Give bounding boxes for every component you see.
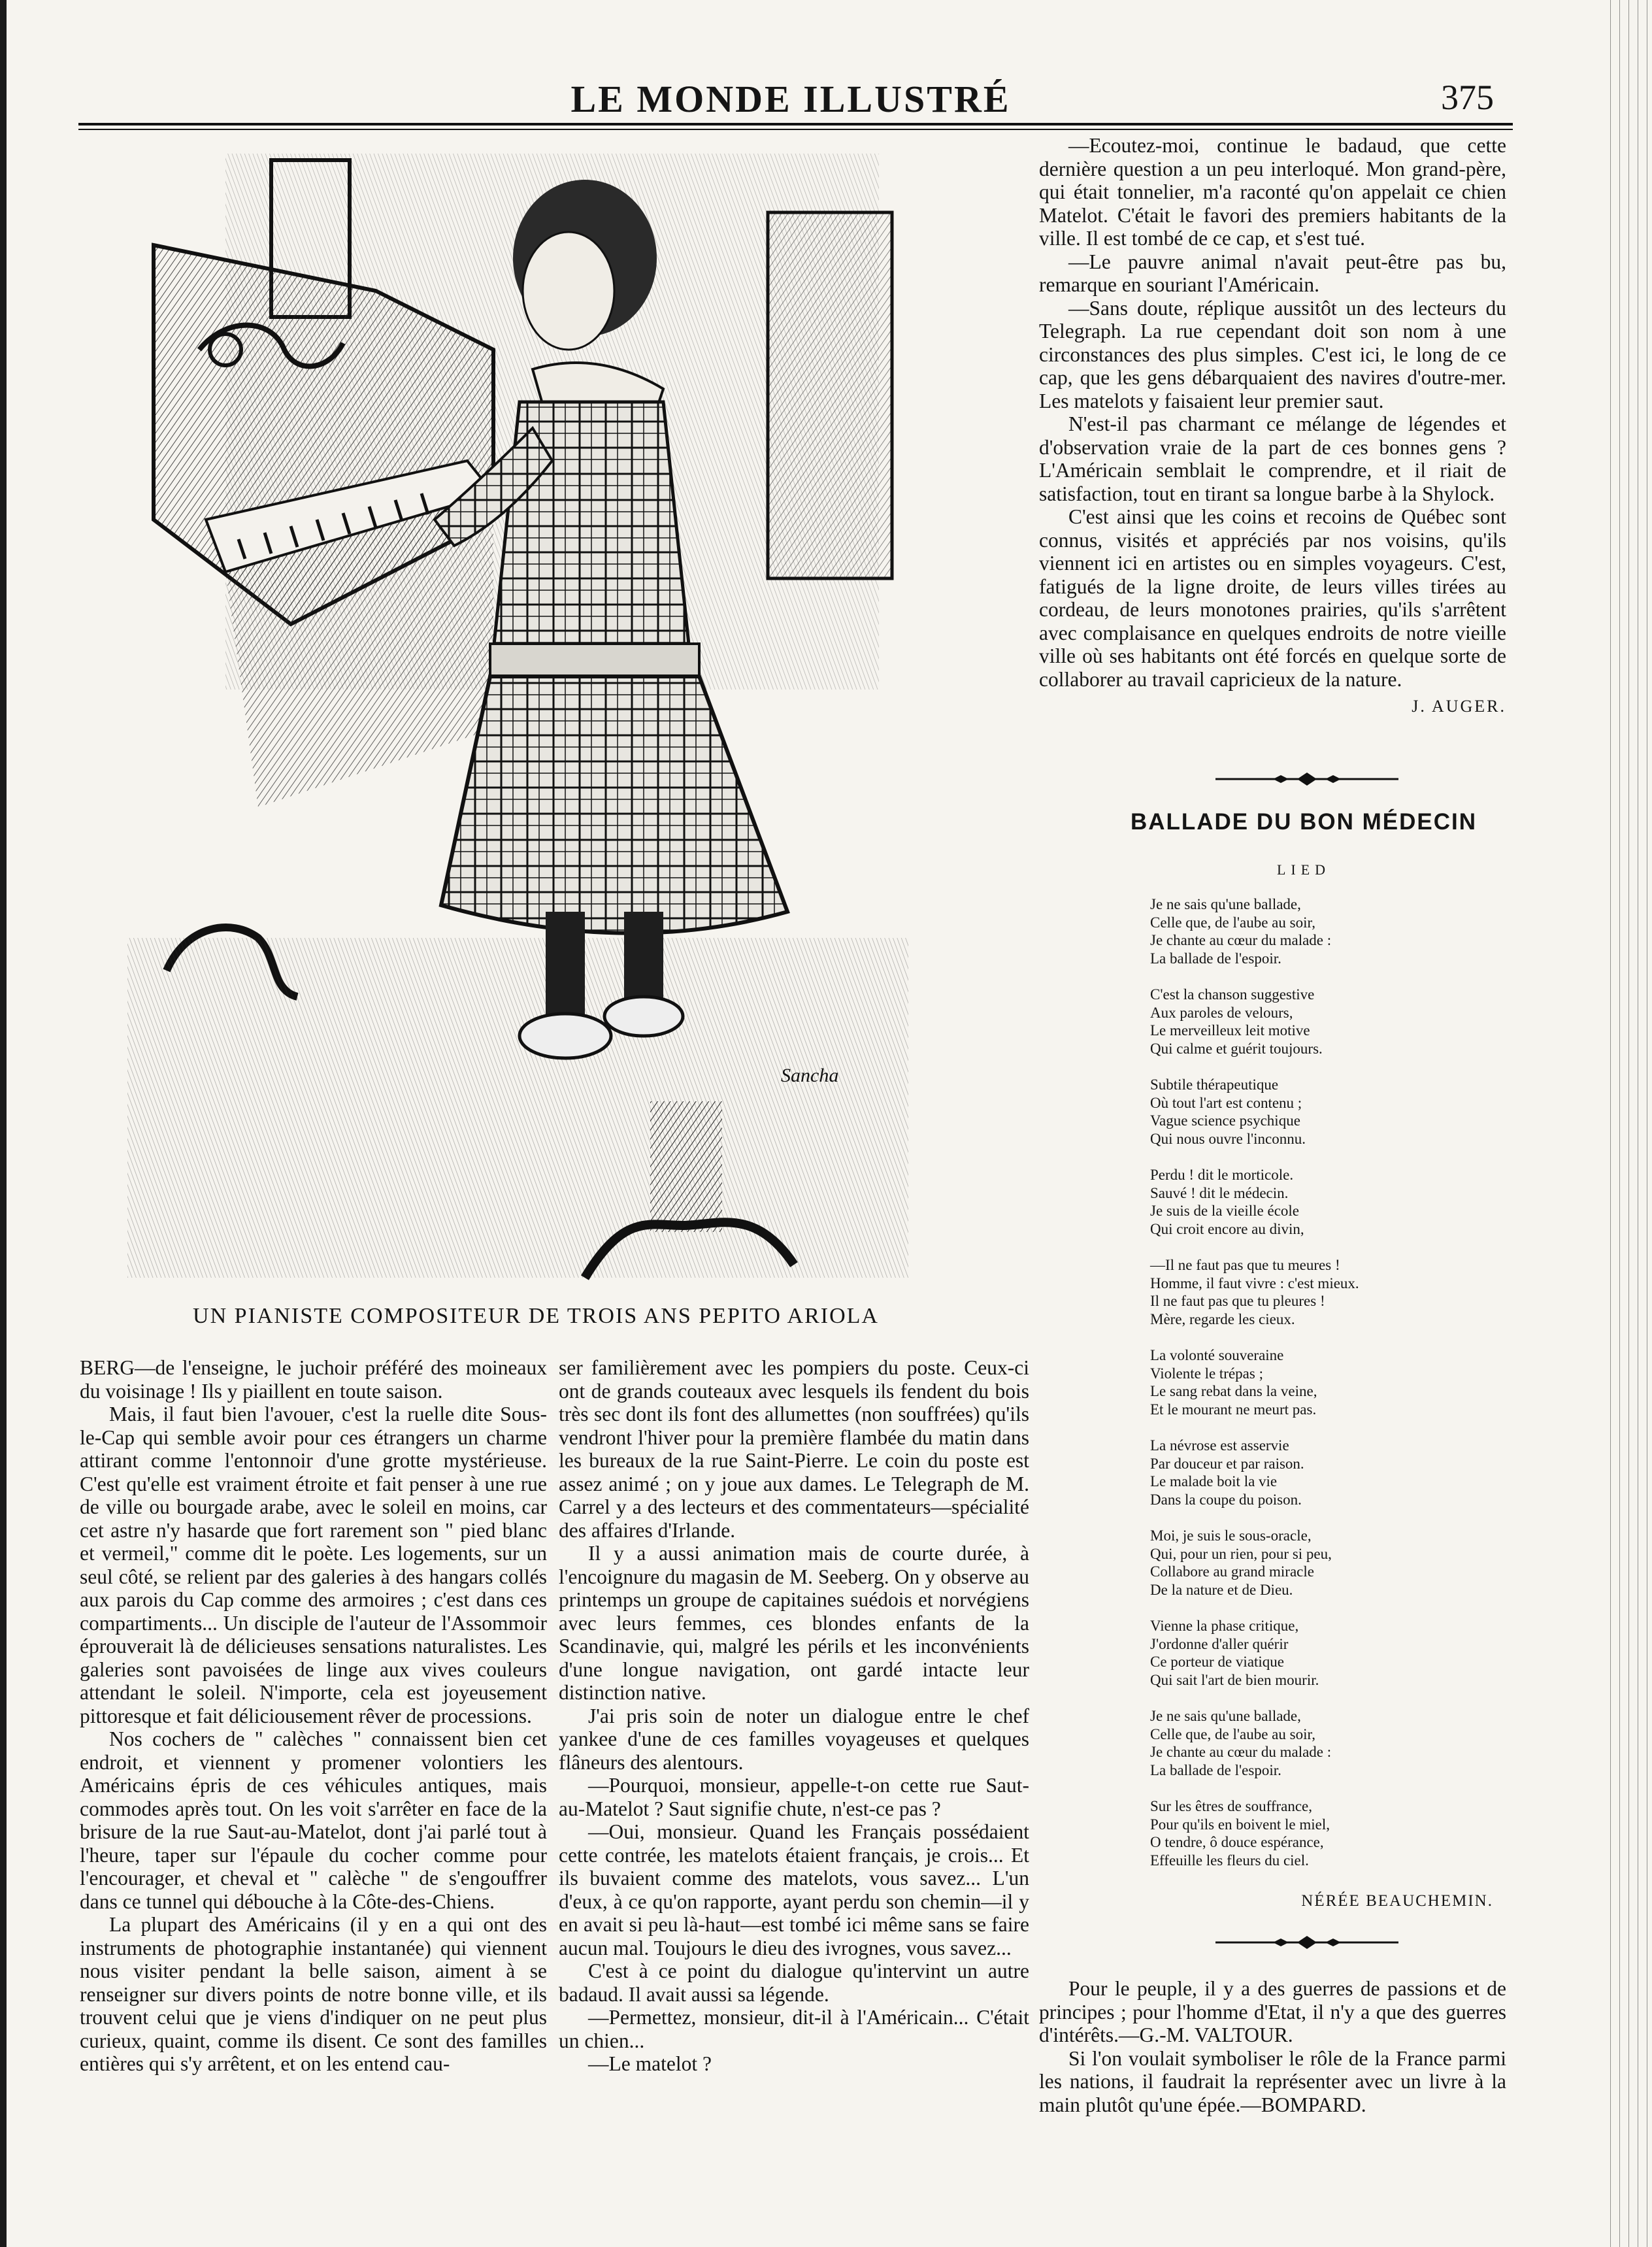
poem-line: Le malade boit la vie — [1150, 1473, 1278, 1490]
poem-line: La volonté souveraine — [1150, 1347, 1284, 1363]
poem-line: Où tout l'art est contenu ; — [1150, 1094, 1302, 1111]
poem-line: Qui, pour un rien, pour si peu, — [1150, 1545, 1332, 1562]
poem-stanza — [1150, 1256, 1542, 1328]
poem-line: Je suis de la vieille école — [1150, 1203, 1300, 1219]
poem-stanza — [1150, 1437, 1542, 1508]
poem-line: La névrose est asservie — [1150, 1437, 1289, 1454]
paragraph: —Le pauvre animal n'avait peut-être pas bu, remarque en souriant l'Américain. — [1039, 250, 1506, 296]
poem-line: Homme, il faut vivre : c'est mieux. — [1150, 1274, 1359, 1291]
article-signature: J. AUGER. — [1412, 697, 1506, 716]
illustration-child-at-piano — [127, 154, 908, 1284]
left-column — [80, 1356, 547, 2076]
poem-line: Le sang rebat dans la veine, — [1150, 1383, 1317, 1399]
illustration-caption: UN PIANISTE COMPOSITEUR DE TROIS ANS PEPITO ARIOLA — [193, 1304, 879, 1328]
poem-line: Sur les êtres de souffrance, — [1150, 1798, 1313, 1814]
poem-stanza — [1150, 1617, 1542, 1689]
poem-line: Effeuille les fleurs du ciel. — [1150, 1852, 1309, 1869]
poem-line: Violente le trépas ; — [1150, 1365, 1263, 1382]
paragraph: La plupart des Américains (il y en a qui ont des instruments de photographie instantanée) qui viennent nous visiter pendant la belle saison, aiment à se renseigner sur divers points de notre bonne ville, et ils trouvent celui que je viens d'indiquer on ne peut plus curieux, quaint, comme ils disent. Ce sont des familles entières qui s'y arrêtent, et on les entend cau- — [80, 1913, 547, 2075]
paragraph: —Oui, monsieur. Quand les Français possédaient cette contrée, les matelots étaient français, je crois... Et ils buvaient comme des matelots, vous savez... L'un d'eux, à ce qu'on rapporte, ayant perdu son chemin—il y en avait si peu là-haut—est tombé ici même sans se faire aucun mal. Toujours le dieu des ivrognes, vous savez... — [559, 1820, 1029, 1959]
paragraph: —Permettez, monsieur, dit-il à l'Américain... C'était un chien... — [559, 2006, 1029, 2052]
paragraph: Il y a aussi animation mais de courte durée, à l'encoignure du magasin de M. Seeberg. On y observe au printemps un groupe de capitaines suédois et norvégiens avec leurs femmes, ces blondes enfants de la Scandinavie, qui, malgré les périls et les inconvénients d'une longue navigation, ont gardé intacte leur distinction native. — [559, 1542, 1029, 1704]
header-rule-thin — [78, 129, 1513, 130]
paragraph: BERG—de l'enseigne, le juchoir préféré des moineaux du voisinage ! Ils y piaillent en toute saison. — [80, 1356, 547, 1403]
poem-line: Pour qu'ils en boivent le miel, — [1150, 1816, 1330, 1833]
poem-line: Par douceur et par raison. — [1150, 1455, 1304, 1472]
poem-line: Vienne la phase critique, — [1150, 1618, 1299, 1634]
poem-line: Collabore au grand miracle — [1150, 1563, 1314, 1580]
right-column — [1039, 134, 1506, 718]
poem-line: Sauvé ! dit le médecin. — [1150, 1184, 1289, 1201]
poem-stanza — [1150, 1797, 1542, 1869]
middle-column — [559, 1356, 1029, 2076]
poem-line: Subtile thérapeutique — [1150, 1076, 1279, 1093]
poem-line: Je ne sais qu'une ballade, — [1150, 1708, 1301, 1724]
poem-author: NÉRÉE BEAUCHEMIN. — [1301, 1892, 1493, 1910]
paragraph: Mais, il faut bien l'avouer, c'est la ruelle dite Sous-le-Cap qui semble avoir pour ces étrangers un charme attirant comme l'entonnoir d'une grotte mystérieuse. C'est qu'elle est vraiment étroite et fait penser à une rue de ville ou bourgade arabe, avec le soleil en moins, car cet astre n'y hasarde que fort rarement son " pied blanc et vermeil," comme dit le poète. Les logements, sur un seul côté, se relient par des galeries à des hangars collés aux parois du Cap comme des armoires ; c'est dans ces compartiments... Un disciple de l'auteur de l'Assommoir éprouverait là de délicieuses sensations naturalistes. Les galeries sont pavoisées de linge aux vives couleurs attendant le soleil. N'importe, cela est joyeusement pittoresque et fait déliciousement rêver de processions. — [80, 1403, 547, 1727]
maxim: Pour le peuple, il y a des guerres de passions et de principes ; pour l'homme d'Etat, il n'y a que des guerres d'intérêts.—G.-M. VALTOUR. — [1039, 1977, 1506, 2046]
poem-stanza — [1150, 1166, 1542, 1238]
paragraph: —Sans doute, réplique aussitôt un des lecteurs du Telegraph. La rue cependant doit son nom à une circonstances des plus simples. C'est ici, le long de ce cap, que les gens débarquaient des navires d'outre-mer. Les matelots y faisaient leur premier saut. — [1039, 296, 1506, 412]
poem-stanza — [1150, 895, 1542, 967]
poem-line: Ce porteur de viatique — [1150, 1654, 1285, 1670]
page-number: 375 — [1441, 78, 1494, 117]
paragraph: Nos cochers de " calèches " connaissent bien cet endroit, et viennent y promener volontiers les Américains épris de ces véhicules antiques, mais commodes après tout. On les voit s'arrêter en face de la brisure de la rue Saut-au-Matelot, dont j'ai parlé tout à l'heure, taper sur l'épaule du cocher comme pour l'encourager, et cheval et " calèche " de s'engouffrer dans ce tunnel qui débouche à la Côte-des-Chiens. — [80, 1727, 547, 1913]
poem-line: —Il ne faut pas que tu meures ! — [1150, 1257, 1340, 1273]
poem-line: O tendre, ô douce espérance, — [1150, 1834, 1324, 1850]
poem-line: Perdu ! dit le morticole. — [1150, 1167, 1294, 1183]
poem-body — [1150, 895, 1542, 1888]
poem-line: Qui croit encore au divin, — [1150, 1220, 1304, 1237]
maxim: Si l'on voulait symboliser le rôle de la France parmi les nations, il faudrait la représenter avec un livre à la main plutôt qu'une épée.—BOMPARD. — [1039, 2046, 1506, 2116]
poem-line: Je chante au cœur du malade : — [1150, 932, 1332, 948]
poem-stanza — [1150, 1707, 1542, 1779]
poem-line: C'est la chanson suggestive — [1150, 986, 1315, 1003]
paragraph: —Ecoutez-moi, continue le badaud, que cette dernière question a un peu interloqué. Mon grand-père, qui était tonnelier, m'a raconté qu'on appelait ce chien Matelot. C'était le favori des premiers habitants de la ville. Il est tombé de ce cap, et s'est tué. — [1039, 134, 1506, 250]
poem-title: BALLADE DU BON MÉDECIN — [1130, 809, 1478, 835]
poem-line: Et le mourant ne meurt pas. — [1150, 1401, 1317, 1418]
poem-line: Celle que, de l'aube au soir, — [1150, 1725, 1315, 1742]
poem-line: De la nature et de Dieu. — [1150, 1581, 1293, 1598]
poem-line: Qui sait l'art de bien mourir. — [1150, 1671, 1319, 1688]
ornament-divider — [1209, 771, 1405, 787]
poem-stanza — [1150, 1076, 1542, 1148]
right-page-edge — [1606, 0, 1652, 2247]
poem-line: Moi, je suis le sous-oracle, — [1150, 1527, 1312, 1544]
header-rule — [78, 123, 1513, 125]
paragraph: C'est ainsi que les coins et recoins de Québec sont connus, visités et appréciés par nos voisins, qu'ils viennent ici en artistes ou en simples voyageurs. C'est, fatigués de la ligne droite, de leurs villes tirées au cordeau, de leurs monotones prairies, qu'ils s'arrêtent avec complaisance en quelques endroits de notre vieille ville où ses habitants ont été forcés en quelque sorte de collaborer au travail capricieux de la nature. — [1039, 505, 1506, 691]
poem-stanza — [1150, 986, 1542, 1057]
poem-stanza — [1150, 1346, 1542, 1418]
poem-line: Le merveilleux leit motive — [1150, 1022, 1310, 1039]
poem-line: Vague science psychique — [1150, 1112, 1300, 1129]
paragraph: C'est à ce point du dialogue qu'intervint un autre badaud. Il avait aussi sa légende. — [559, 1959, 1029, 2006]
poem-line: Aux paroles de velours, — [1150, 1004, 1293, 1021]
maxims — [1039, 1977, 1506, 2116]
poem-line: Qui calme et guérit toujours. — [1150, 1040, 1323, 1057]
poem-stanza — [1150, 1527, 1542, 1599]
masthead-title: LE MONDE ILLUSTRÉ — [570, 78, 1011, 120]
paragraph: J'ai pris soin de noter un dialogue entre le chef yankee d'une de ces familles voyageuses et quelques flâneurs des alentours. — [559, 1704, 1029, 1774]
artist-signature: Sancha — [781, 1065, 839, 1086]
poem-line: La ballade de l'espoir. — [1150, 1761, 1281, 1778]
paragraph: ser familièrement avec les pompiers du poste. Ceux-ci ont de grands couteaux avec lesquels ils fendent du bois très sec dont ils font des allumettes (non souffrées) qu'ils vendront l'hiver pour la première flambée du matin dans les bureaux de la rue Saint-Pierre. Le coin du poste est assez animé ; on y joue aux dames. Le Telegraph de M. Carrel y a des lecteurs et des commentateurs—spécialité des affaires d'Irlande. — [559, 1356, 1029, 1542]
poem-line: Celle que, de l'aube au soir, — [1150, 914, 1315, 931]
poem-line: Mère, regarde les cieux. — [1150, 1310, 1295, 1327]
ornament-divider — [1209, 1935, 1405, 1950]
poem-line: Je ne sais qu'une ballade, — [1150, 896, 1301, 912]
paragraph: N'est-il pas charmant ce mélange de légendes et d'observation vraie de la part de ces bonnes gens ? L'Américain semblait le comprendre, et il riait de satisfaction, tout en tirant sa longue barbe à la Shylock. — [1039, 412, 1506, 505]
poem-line: Il ne faut pas que tu pleures ! — [1150, 1293, 1325, 1309]
paragraph: —Le matelot ? — [588, 2052, 712, 2075]
left-page-edge — [0, 0, 7, 2247]
poem-line: Je chante au cœur du malade : — [1150, 1744, 1332, 1760]
paragraph: —Pourquoi, monsieur, appelle-t-on cette rue Saut-au-Matelot ? Saut signifie chute, n'est-ce pas ? — [559, 1774, 1029, 1820]
poem-line: Dans la coupe du poison. — [1150, 1491, 1302, 1508]
poem-line: La ballade de l'espoir. — [1150, 950, 1281, 967]
poem-subtitle: LIED — [1276, 861, 1331, 878]
poem-line: J'ordonne d'aller quérir — [1150, 1635, 1289, 1652]
poem-line: Qui nous ouvre l'inconnu. — [1150, 1130, 1306, 1147]
